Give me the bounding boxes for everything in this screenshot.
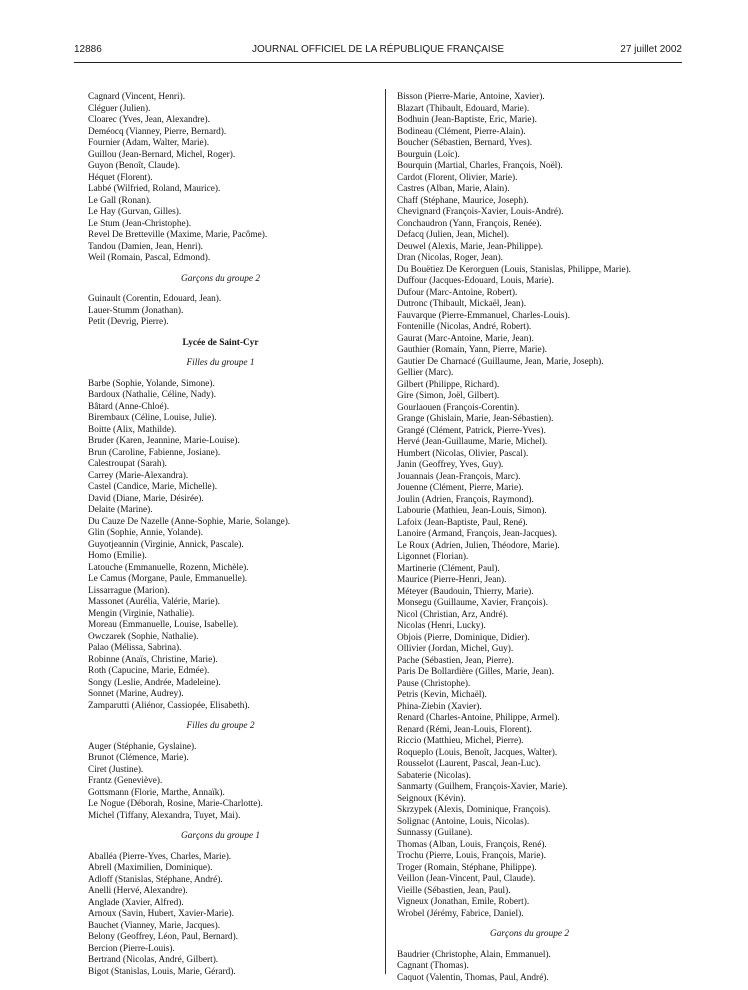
name-entry: Castel (Candice, Marie, Michelle).: [88, 482, 218, 492]
name-entry: Grange (Ghislain, Marie, Jean-Sébastien).: [397, 414, 554, 424]
name-entry: Ollivier (Jordan, Michel, Guy).: [397, 644, 514, 654]
name-entry: Labourie (Mathieu, Jean-Louis, Simon).: [397, 506, 547, 516]
name-entry: Dran (Nicolas, Roger, Jean).: [397, 253, 503, 263]
name-entry: Le Nogue (Déborah, Rosine, Marie-Charlotte).: [88, 799, 263, 809]
name-entry: Maurice (Pierre-Henri, Jean).: [397, 575, 507, 585]
name-entry: Robinne (Anaïs, Christine, Marie).: [88, 654, 218, 665]
name-entry: Deméocq (Vianney, Pierre, Bernard).: [88, 126, 227, 137]
section-subheading: Garçons du groupe 2: [490, 929, 569, 939]
name-entry: Anelli (Hervé, Alexandre).: [88, 886, 188, 896]
name-entry: Méteyer (Baudouin, Thierry, Marie).: [397, 586, 534, 597]
name-entry: Roth (Capucine, Marie, Edmée).: [88, 666, 210, 676]
name-entry: Gautier De Charnacé (Guillaume, Jean, Marie, Joseph).: [397, 356, 604, 367]
name-entry: Le Hay (Gurvan, Gilles).: [88, 207, 182, 217]
name-entry: Janin (Geoffrey, Yves, Guy).: [397, 460, 504, 470]
name-entry: Joulin (Adrien, François, Raymond).: [397, 494, 534, 505]
name-entry: David (Diane, Marie, Désirée).: [88, 493, 204, 504]
name-entry: Guillou (Jean-Bernard, Michel, Roger).: [88, 149, 236, 160]
name-entry: Le Stum (Jean-Christophe).: [88, 218, 192, 229]
name-entry: Conchaudron (Yann, François, Renée).: [397, 218, 542, 229]
name-entry: Guyotjeannin (Virginie, Annick, Pascale).: [88, 539, 244, 550]
name-entry: Wrobel (Jérémy, Fabrice, Daniel).: [397, 908, 524, 919]
name-entry: Zamparutti (Aliénor, Cassiopée, Elisabeth).: [88, 700, 250, 711]
name-entry: Hervé (Jean-Guillaume, Marie, Michel).: [397, 437, 548, 447]
name-entry: Birembaux (Céline, Louise, Julie).: [88, 413, 217, 423]
name-entry: Carrey (Marie-Alexandra).: [88, 470, 189, 481]
name-entry: Jouenne (Clément, Pierre, Marie).: [397, 483, 524, 493]
name-entry: Gauthier (Romain, Yann, Pierre, Marie).: [397, 345, 548, 355]
name-entry: Songy (Leslie, Andrée, Madeleine).: [88, 677, 221, 688]
name-entry: Roqueplo (Louis, Benoît, Jacques, Walter).: [397, 747, 558, 758]
name-entry: Bruder (Karen, Jeannine, Marie-Louise).: [88, 436, 240, 446]
name-entry: Paris De Bollardière (Gilles, Marie, Jean).: [397, 667, 554, 677]
name-entry: Weil (Romain, Pascal, Edmond).: [88, 253, 211, 263]
section-subheading: Garçons du groupe 1: [181, 831, 260, 841]
name-list: [88, 852, 383, 979]
name-entry: Adloff (Stanislas, Stéphane, André).: [88, 874, 223, 885]
name-entry: Guyon (Benoît, Claude).: [88, 161, 180, 171]
name-entry: Bercion (Pierre-Louis).: [88, 943, 175, 954]
name-entry: Thomas (Alban, Louis, François, René).: [397, 839, 547, 850]
name-entry: Baudrier (Christophe, Alain, Emmanuel).: [397, 949, 551, 960]
name-entry: Caquot (Valentin, Thomas, Paul, André).: [397, 972, 549, 983]
name-entry: Petris (Kevin, Michaël).: [397, 690, 487, 700]
name-entry: Le Camus (Morgane, Paule, Emmanuelle).: [88, 574, 248, 584]
name-entry: Latouche (Emmanuelle, Rozenn, Michèle).: [88, 562, 249, 573]
name-entry: Owczarek (Sophie, Nathalie).: [88, 631, 199, 642]
page-header: [74, 44, 682, 58]
name-entry: Vieille (Sébastien, Jean, Paul).: [397, 885, 511, 896]
name-entry: Renard (Rémi, Jean-Louis, Florent).: [397, 724, 532, 735]
section-subheading: Filles du groupe 1: [186, 358, 255, 368]
name-entry: Vigneux (Jonathan, Emile, Robert).: [397, 897, 530, 907]
name-entry: Monsegu (Guillaume, Xavier, François).: [397, 598, 548, 608]
name-entry: Petit (Devrig, Pierre).: [88, 317, 169, 327]
section-subheading: Filles du groupe 2: [186, 721, 255, 731]
name-entry: Nicolas (Henri, Lucky).: [397, 621, 486, 631]
name-entry: Fournier (Adam, Walter, Marie).: [88, 138, 210, 148]
name-entry: Nicol (Christian, Arz, André).: [397, 609, 509, 620]
name-entry: Objois (Pierre, Dominique, Didier).: [397, 632, 530, 643]
name-entry: Riccio (Matthieu, Michel, Pierre).: [397, 736, 524, 746]
name-list: [88, 379, 383, 713]
name-entry: Castres (Alban, Marie, Alain).: [397, 184, 510, 194]
name-entry: Labbé (Wilfried, Roland, Maurice).: [88, 184, 221, 194]
name-entry: Revel De Bretteville (Maxime, Marie, Pacôme).: [88, 230, 268, 240]
name-entry: Calestroupat (Sarah).: [88, 459, 167, 469]
name-list: [88, 92, 383, 265]
journal-title: JOURNAL OFFICIEL DE LA RÉPUBLIQUE FRANÇAISE: [251, 44, 505, 55]
name-entry: Cléguer (Julien).: [88, 103, 151, 114]
name-entry: Glin (Sophie, Annie, Yolande).: [88, 528, 203, 538]
name-entry: Héquet (Florent).: [88, 172, 153, 183]
name-entry: Palao (Mélissa, Sabrina).: [88, 643, 182, 653]
name-entry: Delaite (Marine).: [88, 505, 153, 515]
name-entry: Brun (Caroline, Fabienne, Josiane).: [88, 447, 221, 458]
name-entry: Anglade (Xavier, Alfred).: [88, 897, 184, 908]
name-entry: Tandou (Damien, Jean, Henri).: [88, 241, 204, 252]
name-entry: Pache (Sébastien, Jean, Pierre).: [397, 655, 514, 666]
name-entry: Bourquin (Martial, Charles, François, Noël).: [397, 161, 563, 171]
name-entry: Le Gall (Ronan).: [88, 195, 152, 206]
name-entry: Moreau (Emmanuelle, Louise, Isabelle).: [88, 620, 239, 630]
name-entry: Homo (Emilie).: [88, 551, 147, 561]
name-entry: Bâtard (Anne-Chloé).: [88, 401, 170, 412]
name-entry: Sabaterie (Nicolas).: [397, 770, 471, 781]
name-entry: Gourlaouen (François-Corentin).: [397, 402, 520, 413]
name-entry: Ciret (Justine).: [88, 764, 144, 775]
name-entry: Mengin (Virginie, Nathalie).: [88, 608, 195, 619]
name-entry: Bodhuin (Jean-Baptiste, Eric, Marie).: [397, 115, 537, 125]
right-column: [397, 92, 687, 984]
name-entry: Gottsmann (Florie, Marthe, Annaïk).: [88, 787, 225, 798]
publication-date: 27 juillet 2002: [620, 44, 682, 55]
name-entry: Pause (Christophe).: [397, 678, 471, 689]
name-entry: Phina-Ziebin (Xavier).: [397, 701, 482, 712]
name-list: [88, 294, 383, 329]
name-entry: Dufour (Marc-Antoine, Robert).: [397, 287, 518, 298]
name-entry: Gilbert (Philippe, Richard).: [397, 379, 500, 390]
name-entry: Chevignard (François-Xavier, Louis-André).: [397, 207, 564, 217]
name-entry: Michel (Tiffany, Alexandra, Tuyet, Mai).: [88, 810, 241, 821]
name-list: [397, 950, 687, 985]
name-entry: Abrell (Maximilien, Dominique).: [88, 863, 213, 873]
name-entry: Sanmarty (Guilhem, François-Xavier, Marie).: [397, 782, 568, 792]
name-entry: Chaff (Stéphane, Maurice, Joseph).: [397, 195, 529, 206]
name-entry: Bigot (Stanislas, Louis, Marie, Gérard).: [88, 966, 236, 977]
section-subheading: Garçons du groupe 2: [181, 273, 260, 284]
name-entry: Bisson (Pierre-Marie, Antoine, Xavier).: [397, 92, 545, 102]
name-entry: Cardot (Florent, Olivier, Marie).: [397, 172, 518, 183]
page-number: 12886: [74, 44, 102, 55]
name-entry: Dutronc (Thibault, Mickaël, Jean).: [397, 299, 527, 309]
name-entry: Bardoux (Nathalie, Céline, Nady).: [88, 390, 217, 400]
name-entry: Aballéa (Pierre-Yves, Charles, Marie).: [88, 851, 232, 862]
name-entry: Brunot (Clémence, Marie).: [88, 753, 189, 763]
name-entry: Sonnet (Marine, Audrey).: [88, 689, 184, 699]
name-entry: Barbe (Sophie, Yolande, Simone).: [88, 378, 215, 389]
name-list: [88, 742, 383, 823]
name-entry: Arnoux (Savin, Hubert, Xavier-Marie).: [88, 909, 234, 919]
name-entry: Seignoux (Kévin).: [397, 793, 466, 804]
name-entry: Frantz (Geneviève).: [88, 776, 163, 786]
name-entry: Cagnant (Thomas).: [397, 961, 469, 971]
name-entry: Auger (Stéphanie, Gyslaine).: [88, 741, 197, 752]
name-entry: Du Bouëtiez De Kerorguen (Louis, Stanislas, Philippe, Marie).: [397, 264, 632, 275]
left-column: [88, 92, 383, 978]
name-entry: Cloarec (Yves, Jean, Alexandre).: [88, 115, 210, 125]
name-entry: Le Roux (Adrien, Julien, Théodore, Marie).: [397, 540, 560, 551]
name-entry: Veillon (Jean-Vincent, Paul, Claude).: [397, 874, 536, 884]
name-entry: Troger (Romain, Stéphane, Philippe).: [397, 862, 537, 873]
school-heading: Lycée de Saint-Cyr: [182, 337, 259, 348]
name-entry: Grangé (Clément, Patrick, Pierre-Yves).: [397, 425, 546, 436]
name-entry: Guinault (Corentin, Edouard, Jean).: [88, 294, 222, 304]
name-entry: Gellier (Marc).: [397, 368, 454, 378]
name-entry: Bauchet (Vianney, Marie, Jacques).: [88, 920, 221, 931]
name-entry: Rousselot (Laurent, Pascal, Jean-Luc).: [397, 759, 541, 769]
name-entry: Sunnassy (Guilane).: [397, 828, 473, 838]
name-entry: Cagnard (Vincent, Henri).: [88, 92, 186, 102]
name-entry: Humbert (Nicolas, Olivier, Pascal).: [397, 448, 529, 459]
header-rule: [74, 62, 682, 63]
name-entry: Blazart (Thibault, Edouard, Marie).: [397, 103, 530, 114]
name-entry: Du Cauze De Nazelle (Anne-Sophie, Marie, Solange).: [88, 516, 291, 527]
name-entry: Duffour (Jacques-Edouard, Louis, Marie).: [397, 276, 554, 286]
name-entry: Deuwel (Alexis, Marie, Jean-Philippe).: [397, 241, 544, 252]
name-entry: Lauer-Stumm (Jonathan).: [88, 305, 184, 316]
name-entry: Lissarrague (Marion).: [88, 585, 170, 596]
name-entry: Defacq (Julien, Jean, Michel).: [397, 230, 510, 240]
name-entry: Skrzypek (Alexis, Dominique, François).: [397, 805, 551, 815]
name-entry: Solignac (Antoine, Louis, Nicolas).: [397, 816, 530, 827]
name-entry: Lanoire (Armand, François, Jean-Jacques).: [397, 529, 558, 539]
name-entry: Renard (Charles-Antoine, Philippe, Armel).: [397, 713, 560, 723]
name-entry: Bertrand (Nicolas, André, Gilbert).: [88, 955, 219, 965]
column-divider: [385, 89, 386, 974]
name-entry: Gaurat (Marc-Antoine, Marie, Jean).: [397, 333, 534, 344]
name-entry: Bourguin (Loïc).: [397, 149, 460, 160]
name-entry: Gire (Simon, Joël, Gilbert).: [397, 391, 500, 401]
name-entry: Martinerie (Clément, Paul).: [397, 563, 500, 574]
name-list: [397, 92, 687, 920]
name-entry: Ligonnet (Florian).: [397, 552, 469, 562]
name-entry: Jouannais (Jean-François, Marc).: [397, 471, 521, 482]
name-entry: Lafoix (Jean-Baptiste, Paul, René).: [397, 517, 528, 528]
name-entry: Boitte (Alix, Mathilde).: [88, 424, 177, 435]
name-entry: Fauvarque (Pierre-Emmanuel, Charles-Louis).: [397, 310, 570, 321]
name-entry: Bodineau (Clément, Pierre-Alain).: [397, 126, 526, 137]
name-entry: Fontenille (Nicolas, André, Robert).: [397, 322, 532, 332]
name-entry: Trochu (Pierre, Louis, François, Marie).: [397, 851, 546, 861]
name-entry: Belony (Geoffrey, Léon, Paul, Bernard).: [88, 932, 238, 942]
name-entry: Massonet (Aurélia, Valérie, Marie).: [88, 597, 221, 607]
name-entry: Boucher (Sébastien, Bernard, Yves).: [397, 138, 533, 148]
